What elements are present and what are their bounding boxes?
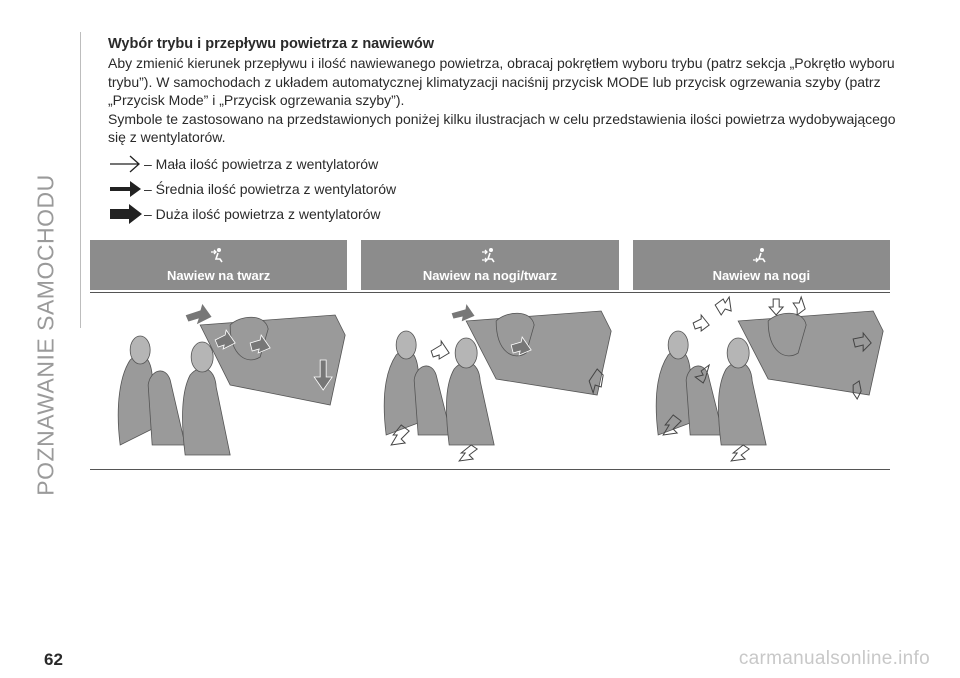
thin-arrow-icon — [108, 153, 144, 175]
illustration-face-feet-mode — [361, 295, 618, 465]
panel-header-face — [90, 240, 347, 290]
paragraph-symbols-intro: Symbole te zastosowano na przedstawionych poniżej kilku ilustracjach w celu przedstawienia ilości powietrza wydobywającego się z wentylatorów. — [108, 110, 896, 145]
panel-header-feet — [633, 240, 890, 290]
arrow-legend — [108, 152, 908, 227]
watermark: carmanualsonline.info — [738, 648, 930, 669]
vent-feet-icon — [752, 247, 770, 263]
page-number: 62 — [44, 650, 63, 669]
panel-headers — [90, 240, 890, 290]
paragraph-mode-instructions: Aby zmienić kierunek przepływu i ilość nawiewanego powietrza, obracaj pokrętłem wyboru trybu (patrz sekcja „Pokrętło wyboru trybu”). W samochodach z układem automatycznej klimatyzacji naciśnij przycisk MODE lub przycisk ogrzewania szyby (patrz „Przycisk Mode” i „Przycisk ogrzewania szyby”). — [108, 55, 895, 108]
illustration-feet-mode — [633, 295, 890, 465]
legend-row-medium — [108, 177, 908, 202]
main-content — [108, 36, 908, 227]
illustration-face-mode — [90, 295, 347, 465]
panel-label-face: Nawiew na twarz — [167, 268, 271, 283]
legend-label-medium: – Średnia ilość powietrza z wentylatorów — [144, 181, 397, 197]
section-heading: Wybór trybu i przepływu powietrza z nawiewów — [108, 36, 435, 52]
airflow-panels — [90, 240, 890, 470]
legend-row-large — [108, 202, 908, 227]
panel-label-face-feet: Nawiew na nogi/twarz — [422, 268, 558, 283]
side-section-title-text: POZNAWANIE SAMOCHODU — [32, 174, 59, 496]
vent-face-feet-icon — [481, 247, 499, 263]
legend-label-large: – Duża ilość powietrza z wentylatorów — [144, 206, 381, 222]
panel-illustrations — [90, 293, 890, 465]
panel-label-feet: Nawiew na nogi — [712, 268, 811, 283]
medium-arrow-icon — [108, 178, 144, 200]
panels-bottom-rule — [90, 469, 890, 470]
thick-arrow-icon — [108, 203, 144, 225]
side-divider — [80, 32, 81, 328]
vent-face-icon — [210, 247, 228, 263]
legend-row-small — [108, 152, 908, 177]
legend-label-small: – Mała ilość powietrza z wentylatorów — [144, 156, 379, 172]
panel-header-face-feet — [361, 240, 618, 290]
